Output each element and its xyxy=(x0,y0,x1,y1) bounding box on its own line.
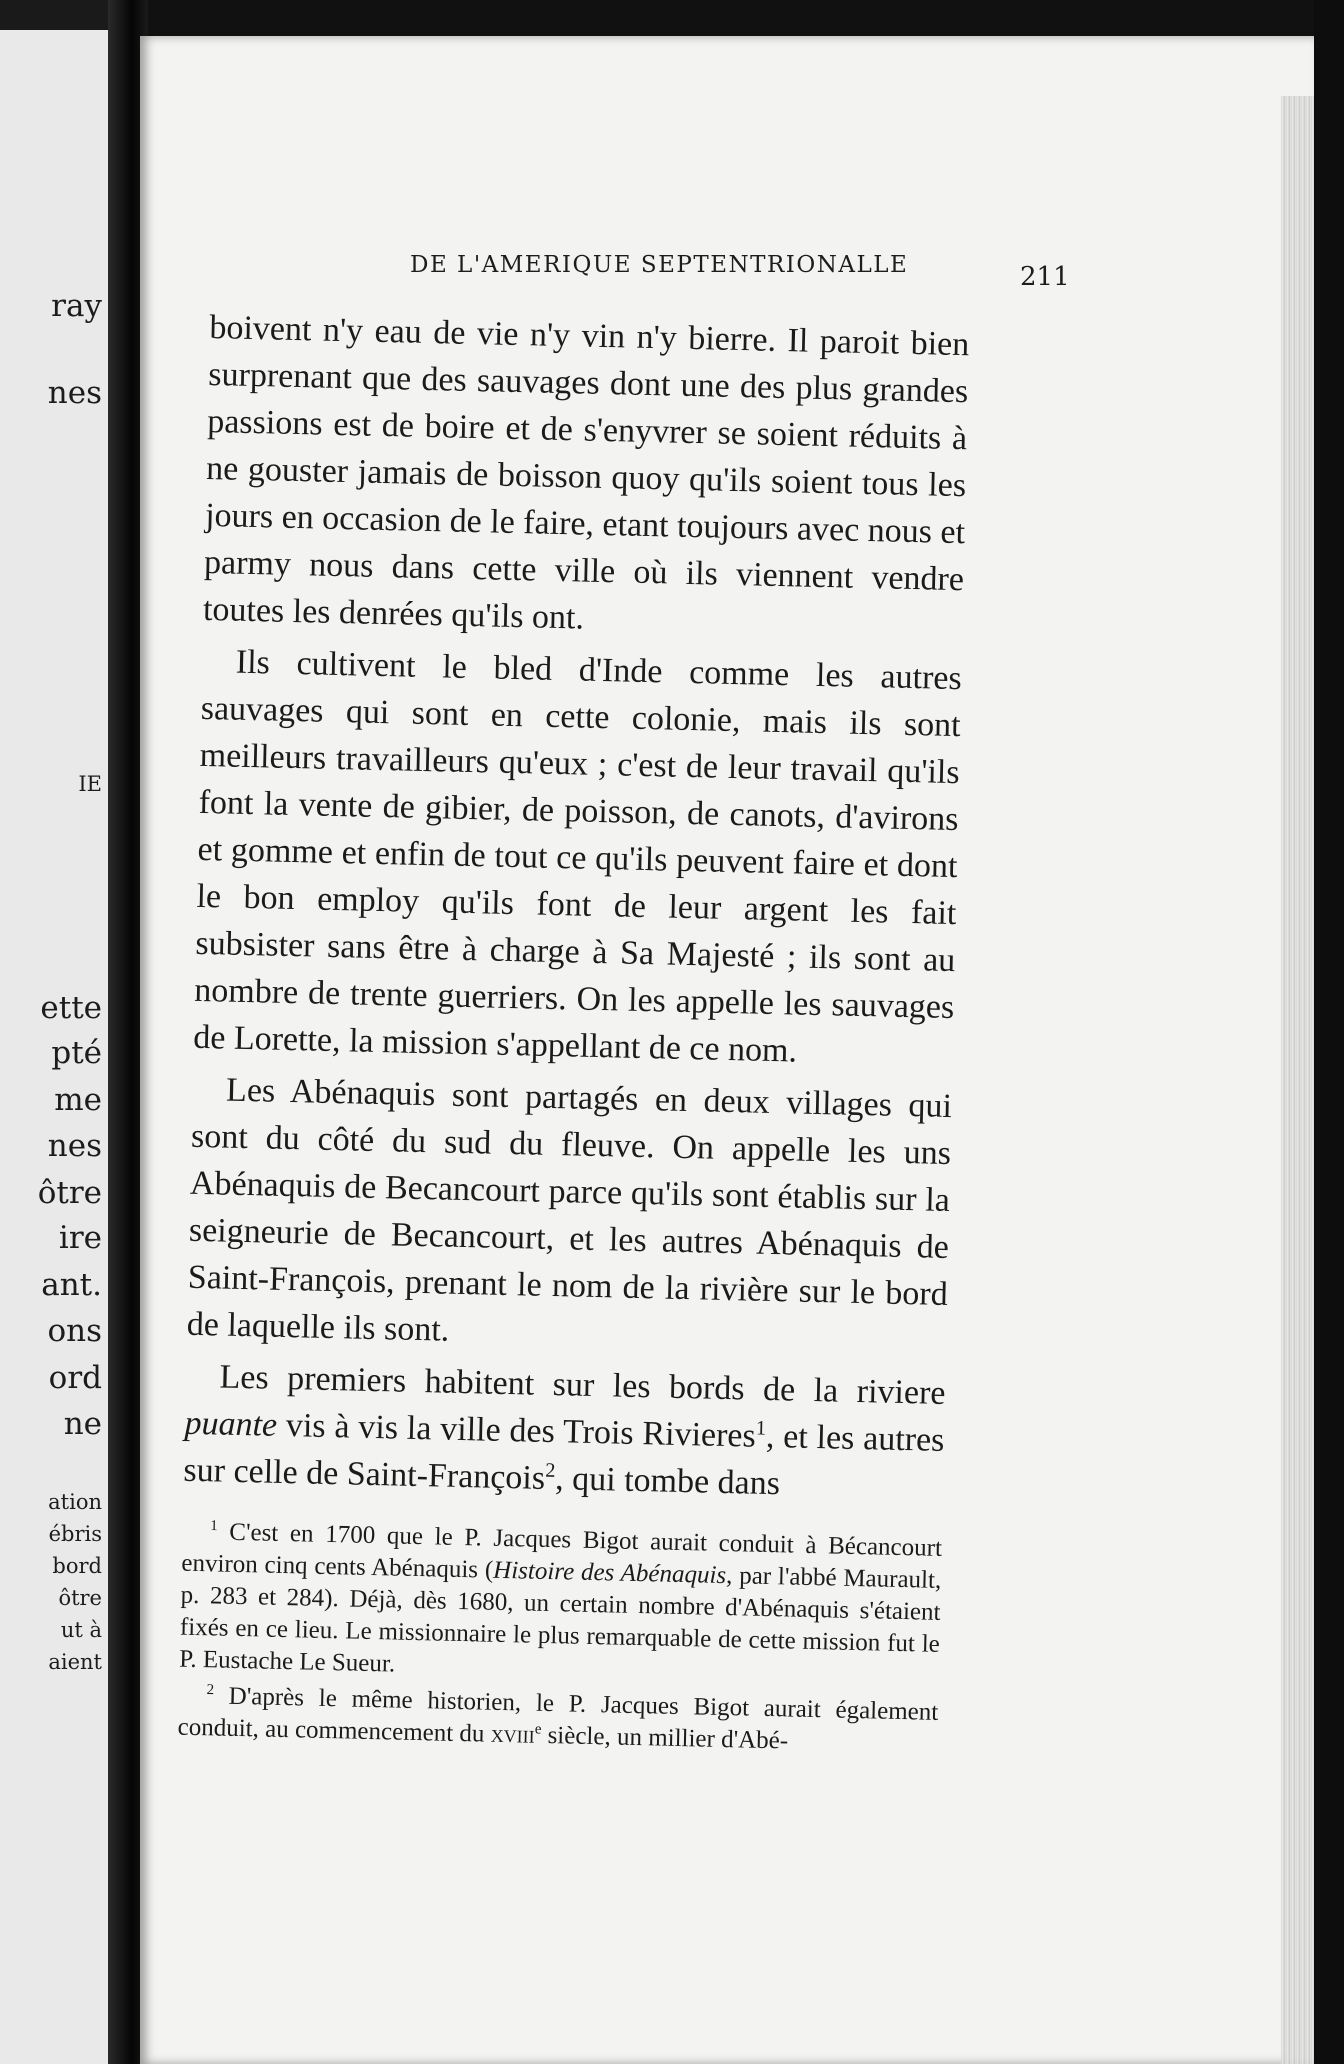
left-fragment: ray xyxy=(51,288,102,324)
footnote-text: siècle, un millier d'Abé- xyxy=(541,1721,789,1755)
century-numeral: xviii xyxy=(490,1720,536,1749)
text-run: , et les autres sur celle de Saint-François xyxy=(183,1417,945,1497)
left-fragment: bord xyxy=(52,1554,102,1578)
left-fragment: ôtre xyxy=(37,1175,102,1211)
left-fragment: ord xyxy=(48,1360,102,1396)
text-run: Les premiers habitent sur les bords de la riviere xyxy=(219,1358,946,1412)
left-fragment: ébris xyxy=(48,1522,102,1546)
footnote-ref[interactable]: 2 xyxy=(544,1459,556,1482)
paragraph: Les Abénaquis sont partagés en deux villages qui sont du côté du sud du fleuve. On appelle les uns Abénaquis de Becancourt parce qu'ils sont établis sur la seigneurie de Becancourt, et les autres Abénaquis de Saint-François, prenant le nom de la rivière sur le bord de laquelle ils sont. xyxy=(186,1071,953,1349)
footnote-text: , par l'abbé Maurault, p. 283 et 284). Déjà, dès 1680, un certain nombre d'Abénaquis s'étaient fixés en ce lieu. Le missionnaire le plus remarquable de cette mission fut le P. Eustache Le Sueur. xyxy=(178,1562,942,1678)
book-title: Histoire des Abénaquis xyxy=(492,1556,727,1590)
left-fragment: ôtre xyxy=(58,1586,102,1610)
left-fragment: ire xyxy=(58,1220,102,1256)
footnote-marker: 2 xyxy=(206,1681,215,1699)
text-run: vis à vis la ville des Trois Rivieres xyxy=(276,1406,757,1455)
left-fragment: pté xyxy=(51,1035,102,1071)
left-fragment: ons xyxy=(47,1313,102,1349)
running-head: DE L'AMERIQUE SEPTENTRIONALLE xyxy=(410,252,909,278)
left-page-edge xyxy=(0,30,108,2064)
text-run: , qui tombe dans xyxy=(554,1460,781,1503)
left-fragment: aient xyxy=(48,1650,102,1674)
footnote-marker: 1 xyxy=(210,1517,218,1535)
footnote-text: C'est en 1700 que le P. Jacques Bigot aurait conduit à Bécancourt environ cinq cents Abénaquis ( xyxy=(181,1518,943,1584)
footnote-2 xyxy=(177,1680,938,1761)
main-text xyxy=(177,304,969,1761)
page-stack-edge xyxy=(1281,96,1315,2064)
left-fragment: IE xyxy=(78,772,102,796)
left-fragment: nes xyxy=(47,375,102,411)
scan-background-right xyxy=(1314,0,1344,2064)
footnote-ref[interactable]: 1 xyxy=(755,1417,767,1440)
page-number: 211 xyxy=(1020,262,1070,292)
left-fragment: ette xyxy=(40,990,102,1026)
left-fragment: ne xyxy=(63,1406,102,1442)
paragraph xyxy=(183,1353,946,1511)
left-fragment: ant. xyxy=(41,1267,102,1303)
paragraph: boivent n'y eau de vie n'y vin n'y bierre. Il paroit bien surprenant que des sauvages dont une des plus grandes passions est de boire et de s'enyvrer se soient réduits à ne gouster jamais de boisson quoy qu'ils soient tous les jours en occasion de le faire, etant toujours avec nous et parmy nous dans cette ville où ils viennent vendre toutes les denrées qu'ils ont. xyxy=(202,308,970,637)
left-fragment: nes xyxy=(47,1128,102,1164)
left-fragment: ut à xyxy=(60,1618,102,1642)
paragraph: Ils cultivent le bled d'Inde comme les autres sauvages qui sont en cette colonie, mais ils sont meilleurs travailleurs qu'eux ; c'est de leur travail qu'ils font la vente de gibier, de poisson, de canots, d'avirons et gomme et enfin de tout ce qu'ils peuvent faire et dont le bon employ qu'ils font de leur argent les fait subsister sans être à charge à Sa Majesté ; ils sont au nombre de trente guerriers. On les appelle les sauvages de Lorette, la mission s'appellant de ce nom. xyxy=(192,643,963,1070)
left-fragment: ation xyxy=(48,1490,102,1514)
left-fragment: me xyxy=(54,1082,102,1118)
footnote-text: D'après le même historien, le P. Jacques Bigot aurait également conduit, au commencement du xyxy=(177,1682,939,1748)
italic-word: puante xyxy=(184,1404,278,1444)
century-suffix: e xyxy=(534,1721,542,1738)
scan-background-top xyxy=(140,0,1344,36)
book-page xyxy=(140,36,1315,2064)
footnotes xyxy=(177,1516,942,1761)
footnote-1 xyxy=(179,1516,942,1693)
